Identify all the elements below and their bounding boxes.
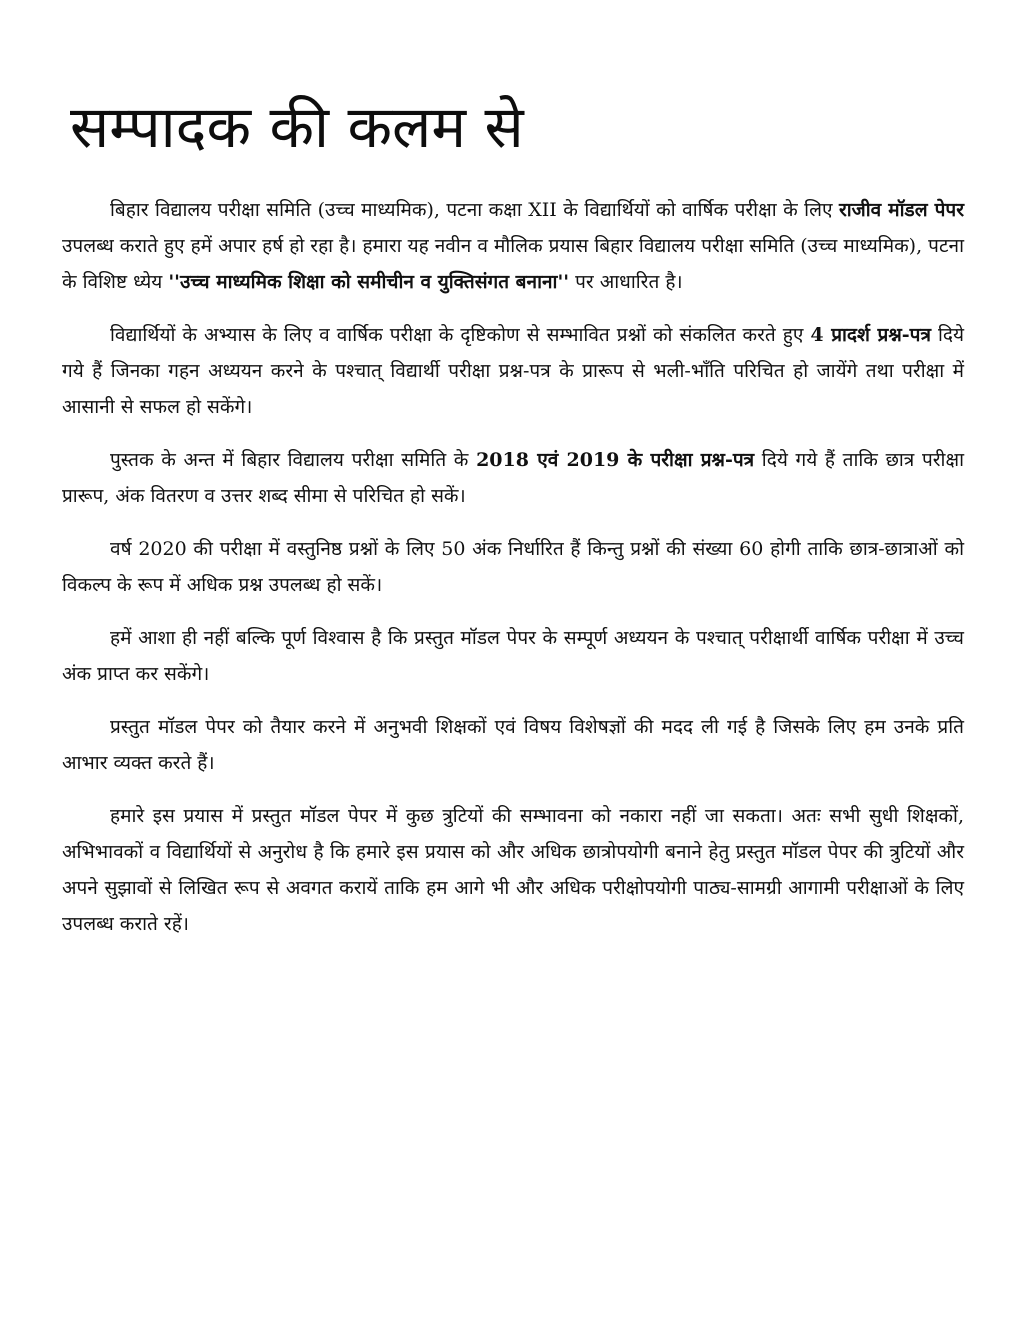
- text-span: प्रस्तुत मॉडल पेपर को तैयार करने में अनुभवी शिक्षकों एवं विषय विशेषज्ञों की मदद ली गई है जिसके लिए हम उनके प्रति आभार व्यक्त करते हैं।: [62, 716, 964, 774]
- bold-text-span: 2018 एवं 2019 के परीक्षा प्रश्न-पत्र: [476, 449, 755, 471]
- document-page: [62, 92, 964, 959]
- text-span: उपलब्ध कराते हुए हमें अपार हर्ष हो रहा है। हमारा यह नवीन व मौलिक प्रयास बिहार विद्यालय परीक्षा समिति (उच्च माध्यमिक), पटना के विशिष्ट ध्येय: [62, 235, 964, 293]
- text-span: दिये गये हैं जिनका गहन अध्ययन करने के पश्चात् विद्यार्थी परीक्षा प्रश्न-पत्र के प्रारूप से भली-भाँति परिचित हो जायेंगे तथा परीक्षा में आसानी से सफल हो सकेंगे।: [62, 324, 964, 418]
- text-span: दिये गये हैं ताकि छात्र परीक्षा प्रारूप, अंक वितरण व उत्तर शब्द सीमा से परिचित हो सकें।: [62, 449, 964, 507]
- paragraph-objective-questions: [62, 531, 964, 603]
- page-title: सम्पादक की कलम से: [70, 93, 524, 161]
- text-span: पुस्तक के अन्त में बिहार विद्यालय परीक्षा समिति के: [110, 449, 477, 471]
- paragraph-hope: [62, 620, 964, 692]
- paragraph-intro: [62, 192, 964, 300]
- bold-text-span: राजीव मॉडल पेपर: [838, 199, 964, 221]
- bold-text-span: ''उच्च माध्यमिक शिक्षा को समीचीन व युक्तिसंगत बनाना'': [168, 271, 570, 293]
- text-span: हमें आशा ही नहीं बल्कि पूर्ण विश्वास है कि प्रस्तुत मॉडल पेपर के सम्पूर्ण अध्ययन के पश्चात् परीक्षार्थी वार्षिक परीक्षा में उच्च अंक प्राप्त कर सकेंगे।: [62, 627, 964, 685]
- text-span: हमारे इस प्रयास में प्रस्तुत मॉडल पेपर में कुछ त्रुटियों की सम्भावना को नकारा नहीं जा सकता। अतः सभी सुधी शिक्षकों, अभिभावकों व विद्यार्थियों से अनुरोध है कि हमारे इस प्रयास को और अधिक छात्रोपयोगी बनाने हेतु प्रस्तुत मॉडल पेपर की त्रुटियों और अपने सुझावों से लिखित रूप से अवगत करायें ताकि हम आगे भी और अधिक परीक्षोपयोगी पाठ्य-सामग्री आगामी परीक्षाओं के लिए उपलब्ध कराते रहें।: [62, 805, 964, 935]
- paragraph-practice-papers: [62, 317, 964, 425]
- bold-text-span: 4 प्रादर्श प्रश्न-पत्र: [810, 324, 931, 346]
- text-span: बिहार विद्यालय परीक्षा समिति (उच्च माध्यमिक), पटना कक्षा XII के विद्यार्थियों को वार्षिक परीक्षा के लिए: [110, 199, 839, 221]
- paragraph-previous-papers: [62, 442, 964, 514]
- paragraph-request: [62, 798, 964, 942]
- text-span: वर्ष 2020 की परीक्षा में वस्तुनिष्ठ प्रश्नों के लिए 50 अंक निर्धारित हैं किन्तु प्रश्नों की संख्या 60 होगी ताकि छात्र-छात्राओं को विकल्प के रूप में अधिक प्रश्न उपलब्ध हो सकें।: [62, 538, 964, 596]
- text-span: विद्यार्थियों के अभ्यास के लिए व वार्षिक परीक्षा के दृष्टिकोण से सम्भावित प्रश्नों को संकलित करते हुए: [110, 324, 811, 346]
- paragraph-acknowledgement: [62, 709, 964, 781]
- text-span: पर आधारित है।: [569, 271, 683, 293]
